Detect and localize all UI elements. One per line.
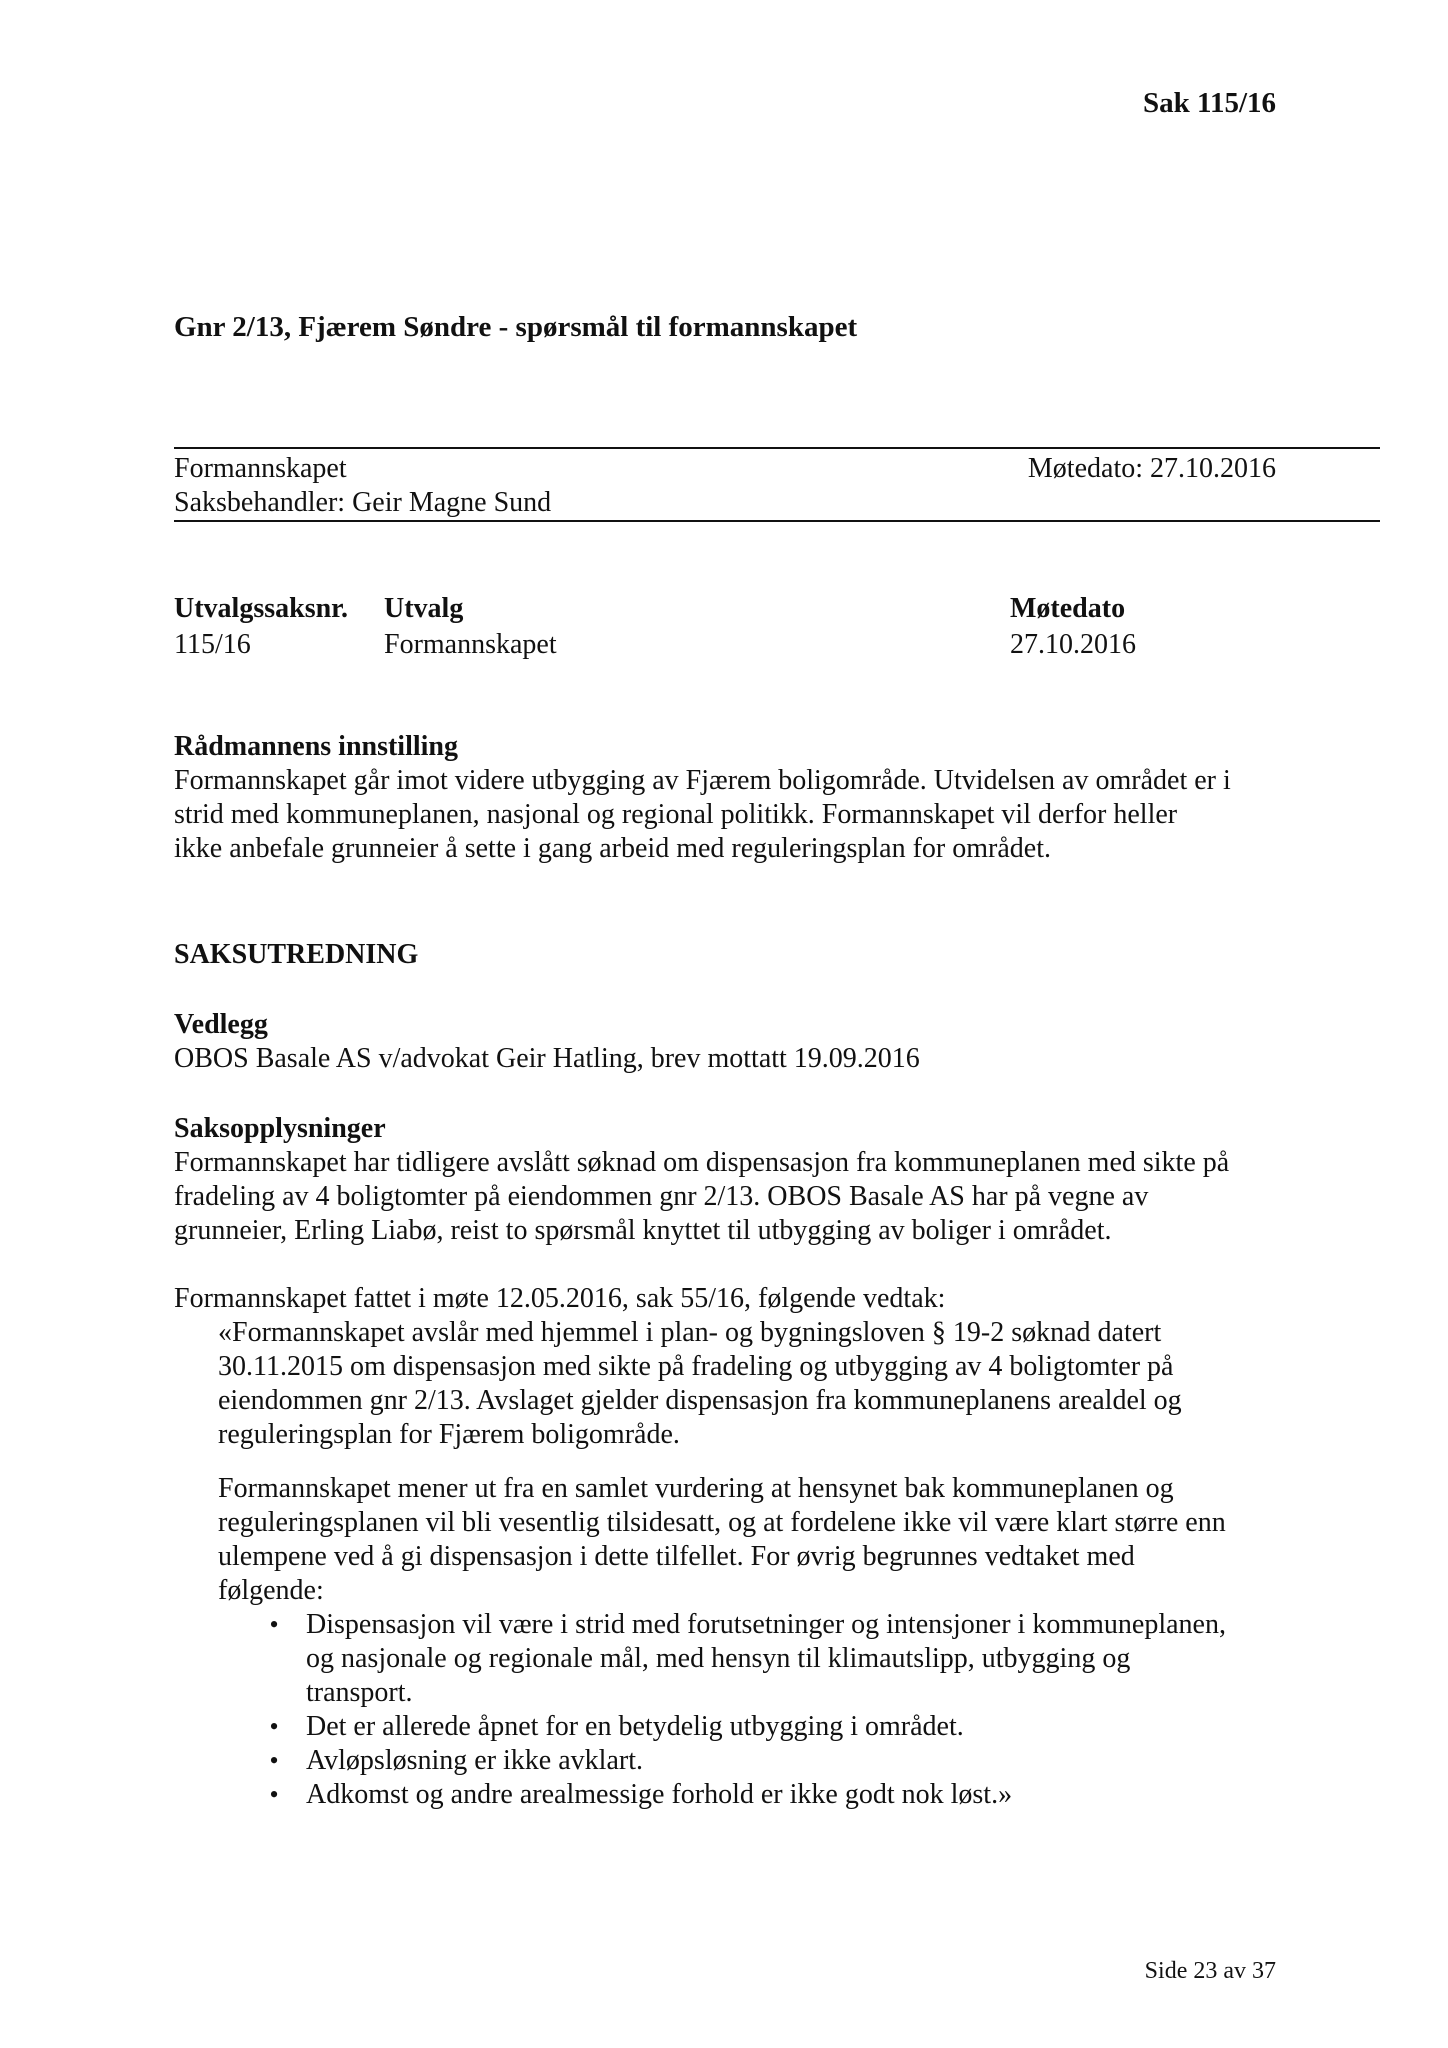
bullet-icon: • <box>269 1780 279 1809</box>
table-cell-meeting-date: 27.10.2016 <box>1010 629 1136 660</box>
table-cell-case-no: 115/16 <box>174 629 251 660</box>
recommendation-heading: Rådmannens innstilling <box>174 731 458 762</box>
facts-line: grunneier, Erling Liabø, reist to spørsmål knyttet til utbygging av boliger i området. <box>174 1215 1112 1246</box>
list-item-line: Dispensasjon vil være i strid med forutsetninger og intensjoner i kommuneplanen, <box>306 1609 1226 1640</box>
document-title: Gnr 2/13, Fjærem Søndre - spørsmål til formannskapet <box>174 311 858 343</box>
quote-line: «Formannskapet avslår med hjemmel i plan- og bygningsloven § 19-2 søknad datert <box>218 1317 1162 1348</box>
list-item-line: Det er allerede åpnet for en betydelig utbygging i området. <box>306 1711 964 1742</box>
list-item <box>264 1608 1226 1710</box>
facts-text <box>174 1146 1229 1248</box>
quote-line: reguleringsplanen vil bli vesentlig tilsidesatt, og at fordelene ikke vil være klart større enn <box>218 1507 1226 1538</box>
list-item-line: Adkomst og andre arealmessige forhold er ikke godt nok løst.» <box>306 1779 1013 1810</box>
quote-line: 30.11.2015 om dispensasjon med sikte på fradeling og utbygging av 4 boligtomter på <box>218 1351 1174 1382</box>
recommendation-line: Formannskapet går imot videre utbygging av Fjærem boligområde. Utvidelsen av området er i <box>174 765 1231 796</box>
quote-line: eiendommen gnr 2/13. Avslaget gjelder dispensasjon fra kommuneplanens arealdel og <box>218 1385 1182 1416</box>
list-item <box>264 1710 1226 1744</box>
meta-case-officer: Saksbehandler: Geir Magne Sund <box>174 487 552 518</box>
list-item-line: Avløpsløsning er ikke avklart. <box>306 1745 643 1776</box>
meta-meeting-date: Møtedato: 27.10.2016 <box>1027 453 1276 484</box>
recommendation-line: strid med kommuneplanen, nasjonal og regional politikk. Formannskapet vil derfor heller <box>174 799 1178 830</box>
facts-line: fradeling av 4 boligtomter på eiendommen gnr 2/13. OBOS Basale AS har på vegne av <box>174 1181 1149 1212</box>
table-cell-committee: Formannskapet <box>384 629 557 660</box>
page-number: Side 23 av 37 <box>1144 1958 1276 1984</box>
meta-body: Formannskapet <box>174 453 347 484</box>
quote-line: Formannskapet mener ut fra en samlet vurdering at hensynet bak kommuneplanen og <box>218 1473 1174 1504</box>
meta-top-rule <box>174 447 1380 449</box>
meta-bottom-rule <box>174 520 1380 522</box>
recommendation-line: ikke anbefale grunneier å sette i gang arbeid med reguleringsplan for området. <box>174 833 1051 864</box>
table-header-committee: Utvalg <box>384 593 464 624</box>
quote-line: følgende: <box>218 1575 324 1606</box>
quote-line: reguleringsplan for Fjærem boligområde. <box>218 1419 680 1450</box>
list-item-line: og nasjonale og regionale mål, med hensyn til klimautslipp, utbygging og <box>306 1643 1131 1674</box>
facts-line: Formannskapet har tidligere avslått søknad om dispensasjon fra kommuneplanen med sikte på <box>174 1147 1230 1178</box>
decision-reasons-list <box>264 1608 1226 1812</box>
attachments-heading: Vedlegg <box>174 1009 268 1040</box>
attachments-text: OBOS Basale AS v/advokat Geir Hatling, brev mottatt 19.09.2016 <box>174 1043 920 1074</box>
bullet-icon: • <box>269 1610 279 1639</box>
decision-intro: Formannskapet fattet i møte 12.05.2016, sak 55/16, følgende vedtak: <box>174 1283 946 1314</box>
list-item-line: transport. <box>306 1677 413 1708</box>
list-item <box>264 1744 1226 1778</box>
bullet-icon: • <box>269 1712 279 1741</box>
recommendation-text <box>174 764 1231 866</box>
table-header-case-no: Utvalgssaksnr. <box>174 593 349 624</box>
case-reference: Sak 115/16 <box>1143 87 1276 119</box>
quoted-decision-paragraph-2 <box>218 1472 1226 1608</box>
list-item <box>264 1778 1226 1812</box>
bullet-icon: • <box>269 1746 279 1775</box>
quoted-decision-paragraph-1 <box>218 1316 1182 1452</box>
quote-line: ulempene ved å gi dispensasjon i dette tilfellet. For øvrig begrunnes vedtaket med <box>218 1541 1135 1572</box>
section-heading-saksutredning: SAKSUTREDNING <box>174 939 419 970</box>
table-header-meeting-date: Møtedato <box>1010 593 1126 624</box>
facts-heading: Saksopplysninger <box>174 1113 386 1144</box>
